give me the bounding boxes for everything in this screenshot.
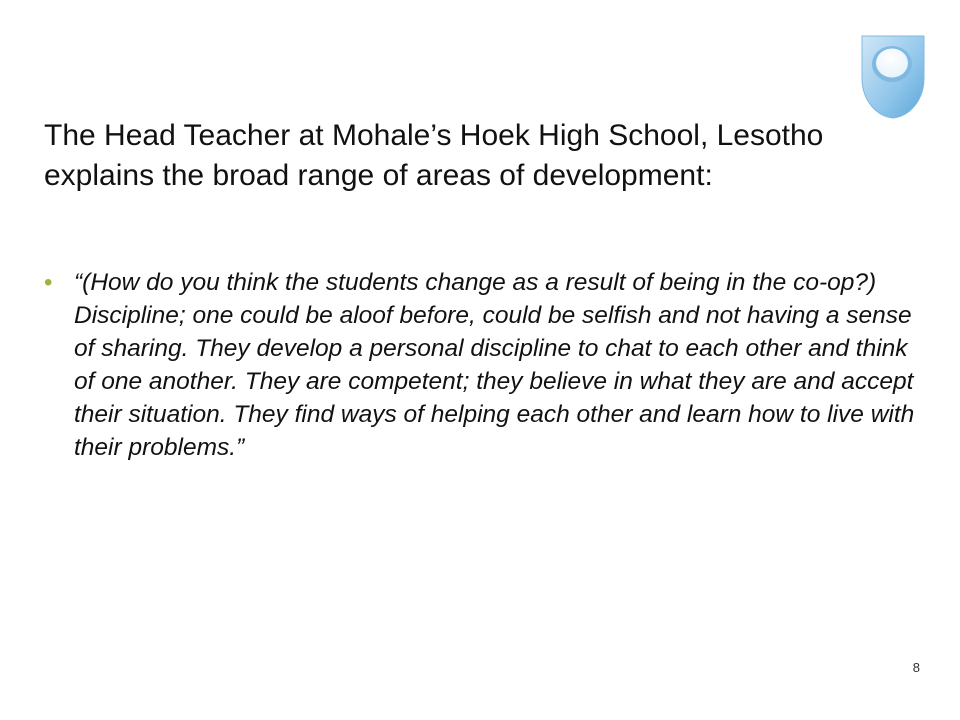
bullet-list: [44, 266, 924, 464]
slide-title: The Head Teacher at Mohale’s Hoek High School, Lesotho explains the broad range of areas of development:: [44, 119, 824, 192]
open-university-logo-icon: [858, 34, 928, 120]
page-number: 8: [912, 660, 920, 675]
bullet-marker-icon: •: [44, 269, 53, 296]
quote-text: “(How do you think the students change as a result of being in the co-op?) Discipline; one could be aloof before, could be selfish and not having a sense of sharing. They develop a personal discipline to chat to each other and think of one another. They are competent; they believe in what they are and accept their situation. They find ways of helping each other and learn how to live with their problems.”: [74, 269, 915, 461]
quote-bullet: [44, 266, 924, 464]
